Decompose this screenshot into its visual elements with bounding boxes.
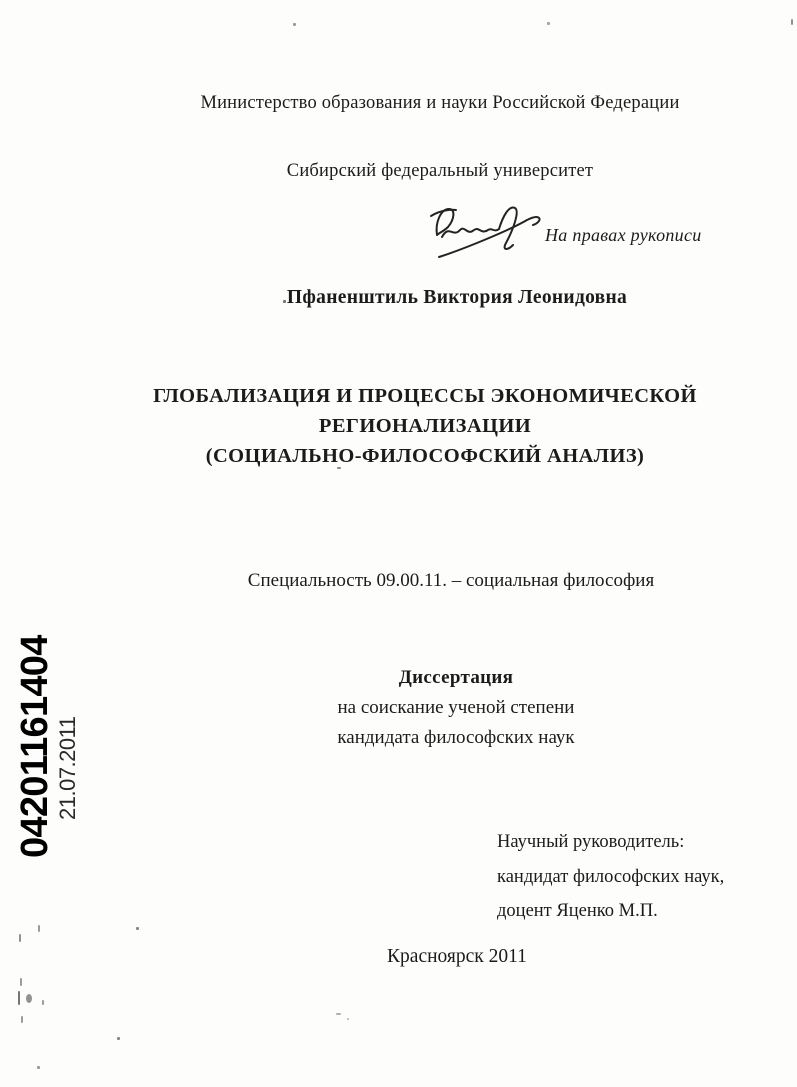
scan-speck — [37, 1066, 40, 1069]
scan-speck — [136, 927, 139, 930]
city-year-line: Красноярск 2011 — [387, 946, 527, 967]
scan-speck — [20, 978, 22, 986]
supervisor-label: Научный руководитель: — [497, 832, 685, 852]
title-line-2: РЕГИОНАЛИЗАЦИИ — [318, 415, 532, 437]
author-name: Пфаненштиль Виктория Леонидовна — [286, 287, 628, 308]
handwritten-signature — [428, 200, 546, 262]
thesis-block — [126, 663, 786, 753]
scan-speck — [42, 1000, 44, 1005]
thesis-purpose-line-2: кандидата философских наук — [337, 727, 575, 748]
accession-date: 21.07.2011 — [55, 716, 80, 820]
accession-number: 04201161404 — [14, 635, 56, 858]
title-line-3: (СОЦИАЛЬНО-ФИЛОСОФСКИЙ АНАЛИЗ) — [205, 445, 645, 467]
scan-speck — [791, 19, 793, 25]
thesis-purpose-line-1: на соискание ученой степени — [337, 697, 575, 718]
manuscript-note: На правах рукописи — [545, 225, 702, 245]
supervisor-degree: кандидат философских наук, — [497, 866, 725, 887]
library-accession-stamp — [16, 628, 79, 858]
university-line: Сибирский федеральный университет — [286, 161, 594, 181]
scan-speck — [547, 22, 550, 25]
scan-speck — [38, 925, 40, 932]
scan-speck — [337, 467, 341, 469]
title-line-1: ГЛОБАЛИЗАЦИЯ И ПРОЦЕССЫ ЭКОНОМИЧЕСКОЙ — [153, 385, 697, 407]
specialty-line: Специальность 09.00.11. – социальная философия — [247, 570, 655, 591]
thesis-type: Диссертация — [398, 667, 514, 688]
scan-speck — [26, 994, 32, 1003]
scan-speck — [19, 934, 21, 942]
supervisor-name: доцент Яценко М.П. — [497, 901, 658, 921]
scan-speck — [336, 1013, 341, 1015]
scan-speck — [117, 1037, 120, 1040]
ministry-line: Министерство образования и науки Российской Федерации — [200, 93, 680, 113]
supervisor-block — [497, 825, 724, 929]
scan-speck — [21, 1016, 23, 1023]
scan-speck — [18, 991, 20, 1005]
scan-speck — [293, 23, 296, 26]
dissertation-title — [95, 381, 755, 471]
scan-speck — [283, 300, 286, 303]
scan-speck — [347, 1018, 349, 1020]
